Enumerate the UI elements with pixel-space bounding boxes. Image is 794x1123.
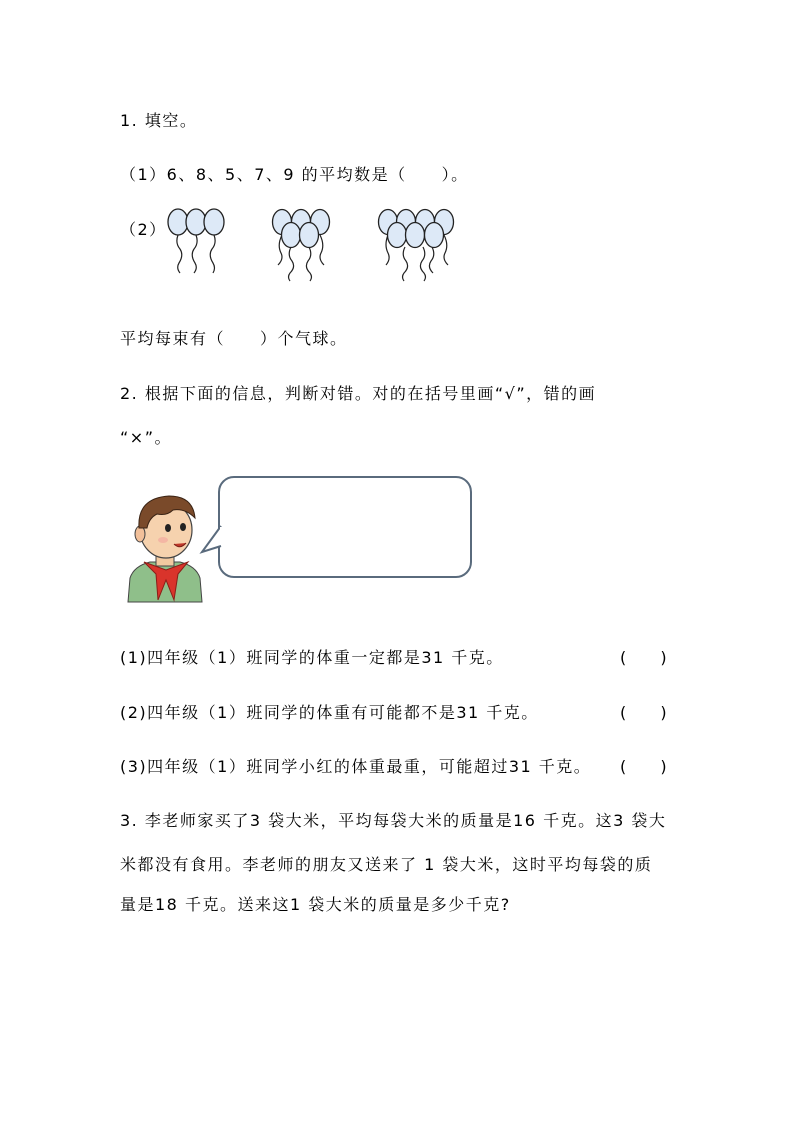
speech-bubble-tail — [200, 524, 224, 558]
balloon-bunch-5-icon — [270, 207, 332, 282]
q2-answer-paren-2[interactable]: ( ) — [620, 703, 669, 722]
balloon-bunch-3-icon — [165, 205, 227, 275]
q1-sub1: （1）6、8、5、7、9 的平均数是（ ）。 — [120, 165, 469, 184]
q2-answer-paren-3[interactable]: ( ) — [620, 757, 669, 776]
q3-line2: 米都没有食用。李老师的朋友又送来了 1 袋大米，这时平均每袋的质 — [120, 855, 653, 874]
q1-sub2-tail: 平均每束有（ ）个气球。 — [120, 329, 348, 348]
balloon-bunch-7-icon — [376, 207, 456, 282]
speech-bubble — [218, 476, 472, 578]
q3-line3: 量是18 千克。送来这1 袋大米的质量是多少千克? — [120, 895, 511, 914]
q3-line1: 3. 李老师家买了3 袋大米，平均每袋大米的质量是16 千克。这3 袋大 — [120, 811, 667, 830]
q2-item-1: (1)四年级（1）班同学的体重一定都是31 千克。 — [120, 648, 504, 667]
q2-item-3: (3)四年级（1）班同学小红的体重最重，可能超过31 千克。 — [120, 757, 592, 776]
q1-heading: 1. 填空。 — [120, 111, 198, 130]
q2-heading-line2: “×”。 — [120, 428, 172, 447]
q2-heading-line1: 2. 根据下面的信息，判断对错。对的在括号里画“√”，错的画 — [120, 384, 597, 403]
q1-sub2-label: （2） — [120, 220, 167, 239]
q2-answer-paren-1[interactable]: ( ) — [620, 648, 669, 667]
q2-item-2: (2)四年级（1）班同学的体重有可能都不是31 千克。 — [120, 703, 539, 722]
boy-with-red-scarf-icon — [120, 490, 210, 602]
